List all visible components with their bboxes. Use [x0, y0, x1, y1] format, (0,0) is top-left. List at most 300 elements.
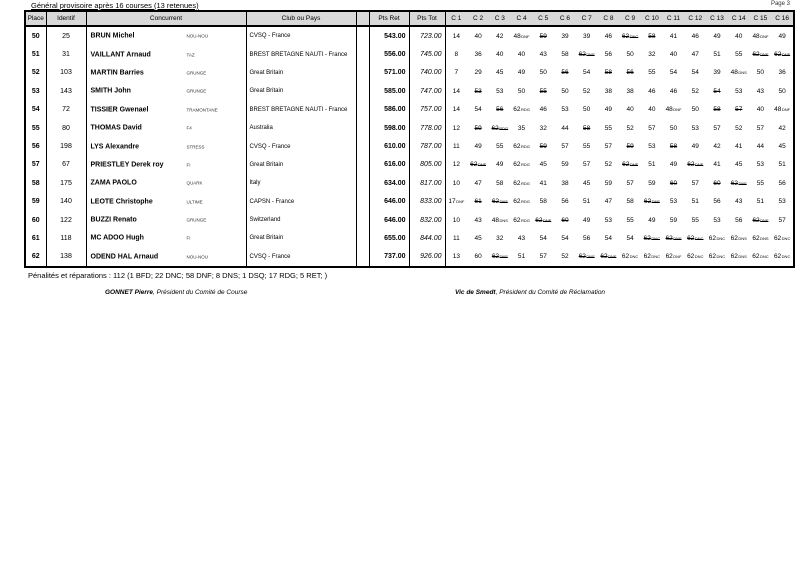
competitor-name: PRIESTLEY Derek roy [90, 161, 164, 169]
sail-number-cell: 103 [46, 64, 86, 82]
points-retained-cell: 634.00 [369, 174, 409, 192]
race-score: 11 [452, 234, 460, 242]
race-score: 44 [561, 124, 569, 132]
race-score-discarded: 62DNC [687, 234, 704, 242]
race-scores-cell [445, 26, 794, 45]
race-score: 48DNF [665, 106, 682, 114]
penalty-code: RDG [520, 107, 530, 113]
club-cell: Great Britain [246, 229, 356, 247]
race-score: 55 [735, 51, 743, 59]
race-score: 50 [583, 106, 591, 114]
race-score: 43 [735, 198, 743, 206]
race-score: 40 [626, 106, 634, 114]
race-score: 55 [648, 69, 656, 77]
race-score: 46 [648, 87, 656, 95]
race-score-discarded: 60 [669, 179, 678, 187]
race-score: 56 [604, 51, 612, 59]
blank-cell [356, 26, 369, 45]
race-committee-title: , Président du Comité de Course [153, 289, 248, 296]
penalty-code: DNC [629, 254, 639, 260]
race-score: 53 [648, 143, 656, 151]
blank-cell [356, 137, 369, 155]
race-score: 51 [583, 198, 591, 206]
points-retained-cell: 543.00 [369, 26, 409, 45]
race-score-discarded: 59 [626, 143, 634, 151]
race-headers [446, 15, 794, 22]
race-score: 41 [539, 179, 547, 187]
blank-cell [356, 211, 369, 229]
blank-cell [356, 174, 369, 192]
race-scores-cell [445, 101, 794, 119]
race-score: 62DNC [643, 253, 661, 261]
race-score: 50 [756, 69, 765, 77]
competitor-cell [86, 45, 246, 63]
race-score: 17DNF [448, 198, 465, 206]
race-score: 50 [517, 87, 526, 95]
race-score-discarded: 58 [648, 32, 656, 40]
race-score: 60 [474, 253, 482, 261]
race-score: 53 [669, 198, 678, 206]
boat-name: TAZ [186, 52, 195, 58]
blank-cell [356, 229, 369, 247]
race-score-discarded: 62DNF [491, 253, 508, 261]
place-cell: 52 [25, 64, 46, 82]
race-score: 40 [669, 51, 678, 59]
place-cell: 62 [25, 248, 46, 267]
sail-number-cell: 143 [46, 82, 86, 100]
race-score: 29 [474, 69, 482, 77]
race-score-discarded: 62DNF [643, 198, 660, 206]
protest-committee-signature [455, 289, 605, 296]
competitor-cell [86, 119, 246, 137]
points-retained-cell: 571.00 [369, 64, 409, 82]
race-column-label: C 6 [559, 15, 571, 22]
table-row [25, 174, 794, 192]
competitor-name: MC ADOO Hugh [90, 234, 144, 242]
race-score: 59 [669, 216, 678, 224]
race-score: 47 [691, 51, 699, 59]
race-score-discarded: 58 [604, 69, 612, 77]
race-score: 48DNS [730, 69, 747, 77]
race-score-discarded: 58 [669, 143, 678, 151]
race-score: 36 [778, 69, 786, 77]
race-score-discarded: 62DNF [665, 234, 682, 242]
race-score: 40 [474, 32, 482, 40]
race-score: 58 [626, 198, 634, 206]
race-score: 38 [561, 179, 569, 187]
points-retained-cell: 646.00 [369, 211, 409, 229]
race-score: 54 [474, 106, 482, 114]
race-score: 47 [474, 179, 482, 187]
competitor-cell [86, 26, 246, 45]
penalty-code: DNF [456, 199, 465, 205]
race-score-discarded: 58 [713, 106, 721, 114]
race-score: 49 [713, 32, 721, 40]
table-row [25, 26, 794, 45]
race-column-label: C 4 [516, 15, 527, 22]
club-cell: BREST BRETAGNE NAUTI - France [246, 45, 356, 63]
race-scores-cell [445, 45, 794, 63]
race-committee-name: GONNET Pierre [105, 289, 154, 296]
race-score: 55 [756, 179, 765, 187]
sail-number-cell: 138 [46, 248, 86, 267]
points-total-cell: 833.00 [409, 193, 445, 211]
competitor-name: SMITH John [90, 87, 131, 95]
race-score: 57 [648, 124, 656, 132]
race-score: 53 [691, 124, 699, 132]
penalty-code: RDG [520, 144, 530, 150]
race-score: 46 [539, 106, 547, 114]
race-score: 54 [626, 234, 634, 242]
race-column-label: C 13 [710, 15, 724, 22]
race-score: 45 [496, 69, 504, 77]
race-score: 49 [691, 143, 699, 151]
race-score-discarded: 62DNF [752, 216, 769, 224]
competitor-cell [86, 229, 246, 247]
blank-cell [356, 119, 369, 137]
club-cell: Great Britain [246, 64, 356, 82]
competitor-name: LEOTE Christophe [90, 198, 153, 206]
race-score: 57 [778, 216, 786, 224]
race-score: 10 [452, 179, 460, 187]
race-score: 53 [496, 87, 504, 95]
race-score: 49 [496, 161, 504, 169]
race-score: 50 [691, 106, 699, 114]
race-score-discarded: 62DNF [491, 198, 508, 206]
race-column-label: C 15 [753, 15, 768, 22]
race-score: 44 [756, 143, 765, 151]
place-cell: 51 [25, 45, 46, 63]
sail-number-cell: 31 [46, 45, 86, 63]
race-score: 58 [539, 198, 547, 206]
competitor-cell [86, 211, 246, 229]
race-score: 7 [454, 69, 459, 77]
col-header-pts-ret: Pts Ret [369, 11, 409, 26]
club-cell: CVSQ - France [246, 137, 356, 155]
competitor-name: MARTIN Barries [90, 69, 144, 77]
club-cell: Australia [246, 119, 356, 137]
boat-name: QUARK [186, 180, 203, 186]
boat-name: NOU-NOU [186, 33, 208, 39]
points-total-cell: 757.00 [409, 101, 445, 119]
race-score: 41 [735, 143, 743, 151]
race-column-label: C 9 [625, 15, 636, 22]
race-score: 43 [474, 216, 482, 224]
race-score: 57 [539, 253, 547, 261]
boat-name: F4 [186, 125, 192, 131]
competitor-name: VAILLANT Arnaud [90, 51, 151, 59]
race-score: 59 [648, 179, 656, 187]
race-score-discarded: 58 [583, 124, 591, 132]
competitor-cell [86, 101, 246, 119]
race-score-discarded: 57 [735, 106, 743, 114]
competitor-cell [86, 193, 246, 211]
race-scores-grid [446, 51, 794, 58]
race-scores-grid [446, 198, 794, 205]
protest-committee-name: Vic de Smedt [455, 289, 496, 296]
penalty-code: DNF [608, 254, 617, 260]
race-scores-grid [446, 161, 794, 168]
race-score: 47 [604, 198, 612, 206]
table-row [25, 64, 794, 82]
race-score-discarded: 60 [561, 216, 569, 224]
race-score: 54 [669, 69, 678, 77]
race-score: 55 [626, 216, 634, 224]
penalty-code: RDG [520, 180, 530, 186]
race-score: 62DNC [708, 234, 726, 242]
points-retained-cell: 586.00 [369, 101, 409, 119]
race-score: 42 [713, 143, 721, 151]
race-score: 51 [756, 198, 765, 206]
protest-committee-title: , Président du Comité de Réclamation [495, 289, 606, 296]
competitor-cell [86, 82, 246, 100]
race-score: 58 [561, 51, 569, 59]
race-score: 46 [604, 32, 612, 40]
race-column-label: C 11 [666, 15, 681, 22]
place-cell: 54 [25, 101, 46, 119]
race-score-discarded: 62RDG [491, 124, 509, 132]
blank-cell [356, 45, 369, 63]
col-header-place: Place [25, 11, 46, 26]
penalty-code: DNF [738, 180, 747, 186]
race-score: 56 [713, 198, 721, 206]
results-table-body [25, 26, 794, 267]
competitor-cell [86, 174, 246, 192]
race-scores-grid [446, 69, 794, 76]
race-score: 49 [583, 216, 591, 224]
table-row [25, 211, 794, 229]
race-column-label: C 8 [603, 15, 614, 22]
points-retained-cell: 598.00 [369, 119, 409, 137]
race-score: 46 [669, 87, 678, 95]
table-row [25, 248, 794, 267]
race-score: 48DNF [774, 106, 791, 114]
race-score: 13 [452, 253, 460, 261]
race-score: 57 [713, 124, 721, 132]
points-retained-cell: 616.00 [369, 156, 409, 174]
blank-cell [356, 64, 369, 82]
race-score: 57 [756, 124, 765, 132]
boat-name: TRAMONTANE [186, 107, 218, 113]
race-score: 62DNF [665, 253, 682, 261]
penalty-code: DNF [586, 254, 595, 260]
club-cell: CAPSN - France [246, 193, 356, 211]
sail-number-cell: 198 [46, 137, 86, 155]
race-score-discarded: 62DNF [600, 253, 617, 261]
penalty-code: DNC [694, 235, 704, 241]
points-total-cell: 723.00 [409, 26, 445, 45]
club-cell: BREST BRETAGNE NAUTI - France [246, 101, 356, 119]
race-score: 54 [691, 69, 699, 77]
race-score: 59 [561, 161, 569, 169]
race-score-discarded: 60 [713, 179, 721, 187]
race-score-discarded: 55 [539, 87, 547, 95]
race-score: 57 [583, 161, 591, 169]
penalty-code: DNC [716, 235, 726, 241]
penalty-code: DNF [673, 107, 682, 113]
competitor-name: BRUN Michel [90, 32, 135, 40]
points-retained-cell: 655.00 [369, 229, 409, 247]
penalty-code: DNF [477, 162, 487, 168]
race-score: 62DNC [708, 253, 726, 261]
points-total-cell: 740.00 [409, 64, 445, 82]
race-score: 52 [604, 161, 612, 169]
race-score: 51 [713, 51, 721, 59]
race-score: 51 [648, 161, 656, 169]
race-score-discarded: 62DNF [622, 161, 639, 169]
race-score: 36 [474, 51, 482, 59]
table-row [25, 229, 794, 247]
page-title: Général provisoire après 16 courses (13 retenues) [31, 1, 199, 10]
penalty-code: RDG [520, 217, 530, 223]
race-score: 45 [735, 161, 743, 169]
race-column-label: C 5 [538, 15, 549, 22]
boat-name: GRUNGE [186, 217, 207, 223]
penalty-code: DNS [738, 254, 747, 260]
race-score: 14 [452, 32, 460, 40]
sail-number-cell: 118 [46, 229, 86, 247]
points-retained-cell: 556.00 [369, 45, 409, 63]
sail-number-cell: 72 [46, 101, 86, 119]
sail-number-cell: 140 [46, 193, 86, 211]
sail-number-cell: 67 [46, 156, 86, 174]
race-scores-grid [446, 235, 794, 242]
race-score: 53 [561, 106, 569, 114]
race-score: 62RDG [513, 143, 530, 151]
penalty-code: DNC [781, 254, 791, 260]
race-score: 55 [496, 143, 504, 151]
race-score: 40 [517, 51, 526, 59]
race-score: 54 [604, 234, 612, 242]
boat-name: ULTIME [186, 199, 203, 205]
race-score: 59 [604, 179, 612, 187]
col-header-pts-tot: Pts Tot [409, 11, 445, 26]
competitor-cell [86, 156, 246, 174]
race-score: 40 [648, 106, 656, 114]
race-score-discarded: 56 [626, 69, 634, 77]
table-row [25, 137, 794, 155]
race-score: 43 [539, 51, 547, 59]
race-column-label: C 14 [731, 15, 746, 22]
race-score: 52 [626, 124, 634, 132]
race-score: 56 [561, 198, 569, 206]
points-total-cell: 832.00 [409, 211, 445, 229]
race-score: 40 [735, 32, 743, 40]
race-score: 55 [691, 216, 699, 224]
race-score: 45 [539, 161, 547, 169]
col-header-blank [356, 11, 369, 26]
header-row [25, 11, 794, 26]
race-score: 56 [735, 216, 743, 224]
race-score: 32 [539, 124, 547, 132]
race-column-label: C 1 [451, 15, 462, 22]
race-score-discarded: 59 [474, 124, 482, 132]
penalties-summary: Pénalités et réparations : 112 (1 BFD; 22 DNC; 58 DNF; 8 DNS; 1 DSQ; 17 RDG; 5 RET; ) [28, 271, 328, 280]
penalty-code: DNF [651, 199, 660, 205]
race-score: 32 [648, 51, 656, 59]
race-score: 54 [583, 69, 591, 77]
points-total-cell: 805.00 [409, 156, 445, 174]
race-score: 51 [778, 161, 786, 169]
race-scores-cell [445, 211, 794, 229]
penalty-code: RDG [520, 162, 530, 168]
race-scores-grid [446, 253, 794, 260]
place-cell: 53 [25, 82, 46, 100]
race-score: 49 [474, 143, 482, 151]
competitor-name: ZAMA PAOLO [90, 179, 137, 187]
race-score: 39 [561, 32, 569, 40]
race-score-discarded: 62DNF [578, 51, 595, 59]
table-row [25, 82, 794, 100]
results-table [24, 10, 795, 268]
race-score: 52 [583, 87, 591, 95]
race-score: 56 [583, 234, 591, 242]
competitor-cell [86, 137, 246, 155]
race-scores-grid [446, 33, 794, 40]
points-retained-cell: 585.00 [369, 82, 409, 100]
race-score: 42 [496, 32, 504, 40]
place-cell: 60 [25, 211, 46, 229]
boat-name: FI [186, 235, 191, 241]
race-score: 41 [669, 32, 678, 40]
penalty-code: DNF [542, 217, 552, 223]
race-score: 51 [691, 198, 699, 206]
race-score: 54 [539, 234, 547, 242]
points-total-cell: 787.00 [409, 137, 445, 155]
penalty-code: DNC [694, 254, 704, 260]
race-score: 53 [778, 198, 786, 206]
race-score: 57 [626, 179, 634, 187]
race-score-discarded: 62DNC [643, 234, 661, 242]
race-scores-cell [445, 174, 794, 192]
race-scores-grid [446, 143, 794, 150]
boat-name: GRUNGE [186, 88, 207, 94]
race-score: 52 [735, 124, 743, 132]
race-score: 53 [735, 87, 743, 95]
club-cell: Switzerland [246, 211, 356, 229]
race-score: 62DNC [773, 234, 791, 242]
race-score: 48DNF [513, 32, 530, 40]
place-cell: 55 [25, 119, 46, 137]
race-score-discarded: 62DNF [535, 216, 552, 224]
race-score: 49 [669, 161, 678, 169]
sail-number-cell: 25 [46, 26, 86, 45]
sail-number-cell: 80 [46, 119, 86, 137]
race-score: 42 [778, 124, 786, 132]
blank-cell [356, 101, 369, 119]
points-total-cell: 817.00 [409, 174, 445, 192]
race-column-label: C 7 [581, 15, 592, 22]
penalty-code: DNC [716, 254, 726, 260]
race-score: 57 [691, 179, 699, 187]
race-score: 49 [604, 106, 612, 114]
race-score: 50 [561, 87, 569, 95]
race-score: 62RDG [513, 216, 530, 224]
club-cell: Italy [246, 174, 356, 192]
blank-cell [356, 193, 369, 211]
race-committee-signature [105, 289, 247, 296]
race-score: 50 [539, 69, 547, 77]
race-score: 48DNS [491, 216, 508, 224]
race-score: 62DNS [752, 234, 769, 242]
race-score: 45 [474, 234, 482, 242]
penalty-code: DNF [673, 235, 682, 241]
race-score-discarded: 61 [474, 198, 482, 206]
race-score-discarded: 62DNF [470, 161, 487, 169]
race-score-discarded: 62DNF [730, 179, 747, 187]
race-score: 41 [713, 161, 721, 169]
points-retained-cell: 610.00 [369, 137, 409, 155]
